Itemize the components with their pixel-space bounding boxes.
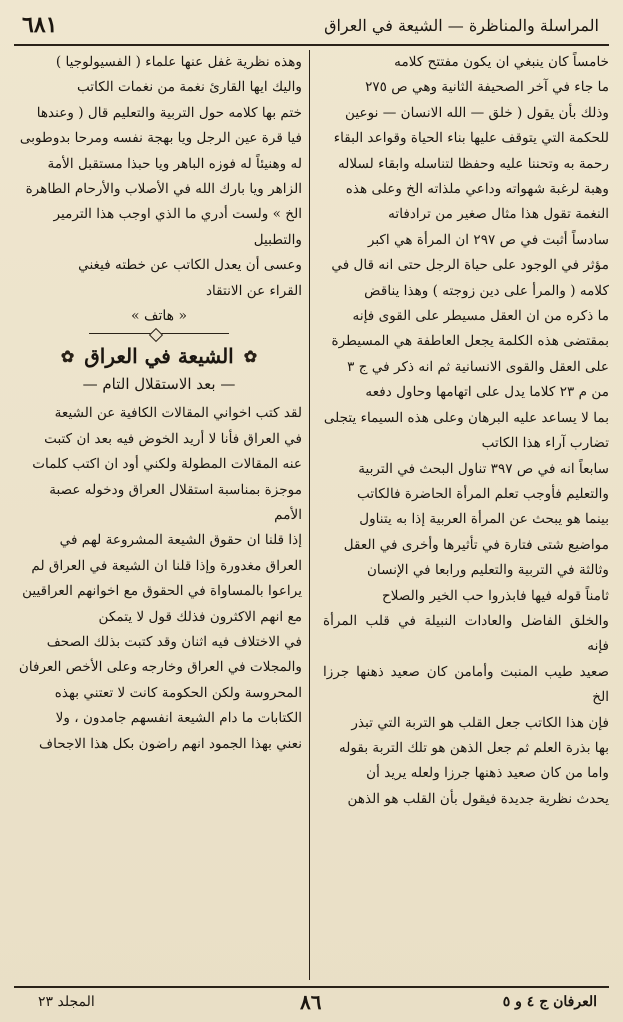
- text-line: كلامه ( والمرأ على دين زوجته ) وهذا يناقض: [364, 282, 609, 299]
- article-title: الشيعة في العراق: [84, 344, 234, 369]
- text-line: بما لا يساعد عليه البرهان وعلى هذه السيماء يتجلى: [323, 409, 609, 426]
- section-divider: [89, 333, 229, 334]
- page-header: [14, 8, 609, 46]
- text-line: خامساً كان ينبغي ان يكون مفتتح كلامه: [394, 54, 609, 70]
- text-line: القراء عن الانتقاد: [205, 282, 302, 299]
- text-line: صعيد طيب المنبت وأمامن كان صعيد ذهنها جرزا الخ: [323, 663, 609, 706]
- footer-issue: العرفان ج ٤ و ٥: [502, 994, 597, 1010]
- text-line: وثالثة في التربية والتعليم ورابعا في الإنسان: [366, 562, 609, 579]
- page-number: ٦٨١: [22, 12, 58, 38]
- text-line: مؤثر في الوجود على حياة الرجل حتى انه قال في: [331, 257, 609, 274]
- text-line: لقد كتب اخواني المقالات الكافية عن الشيعة: [54, 405, 302, 422]
- text-line: الزاهر ويا بارك الله في الأصلاب والأرحام الطاهرة: [25, 181, 302, 198]
- text-line: على العقل والقوى الانسانية ثم انه ذكر في ج ٣: [347, 358, 609, 375]
- text-line: المحروسة ولكن الحكومة كانت لا تعتني بهذه: [54, 684, 302, 701]
- text-line: وهذه نظرية غفل عنها علماء ( الفسيولوجيا ): [55, 54, 302, 70]
- text-line: يراعوا بالمساواة في الحقوق مع اخوانهم العراقيين: [22, 583, 302, 600]
- text-line: إذا قلنا ان حقوق الشيعة المشروعة لهم في: [59, 532, 302, 549]
- text-line: يحدث نظرية جديدة فيقول بأن القلب هو الذهن: [347, 790, 609, 807]
- text-line: مع انهم الاكثرون فذلك قول لا يتمكن: [98, 608, 302, 625]
- signature: « هاتف »: [130, 308, 188, 325]
- text-line: في العراق فأنا لا أريد الخوض فيه بعد ان كتبت: [44, 430, 302, 447]
- text-line: مواضيع شتى فتارة في تأثيرها وأخرى في العقل: [343, 536, 609, 553]
- text-line: له وهنيئاً له فوزه الباهر ويا حبذا مستقبل الأمة: [47, 155, 302, 172]
- text-line: موجزة بمناسبة استقلال العراق ودخوله عصبة: [49, 481, 302, 498]
- running-title: المراسلة والمناظرة — الشيعة في العراق: [324, 16, 599, 35]
- text-line: الأمم: [274, 506, 302, 523]
- text-line: فإن هذا الكاتب جعل القلب هو التربة التي تبذر: [351, 714, 609, 731]
- text-line: سابعاً انه في ص ٣٩٧ تناول البحث في التربية: [358, 460, 609, 477]
- text-line: والتطبيل: [253, 231, 302, 248]
- text-line: ثامناً قوله فيها فابذروا حب الخير والصلاح: [381, 587, 609, 604]
- text-line: تضارب آراء هذا الكاتب: [481, 435, 609, 452]
- text-line: وهبة لرغبة شهواته وداعي ملذاته الخ وعلى هذه: [345, 181, 609, 198]
- text-line: بمقتضى هذه الكلمة يجعل العاطفة هي المسيطرة: [331, 333, 609, 350]
- text-line: سادساً أثبت في ص ٢٩٧ ان المرأة هي اكبر: [367, 231, 609, 248]
- article-subtitle: — بعد الاستقلال التام —: [82, 374, 236, 393]
- text-line: واليك ايها القارئ نغمة من نغمات الكاتب: [76, 79, 302, 96]
- text-line: نعني بهذا الجمود انهم راضون بكل هذا الاجحاف: [39, 735, 302, 752]
- footer-page-number: ٨٦: [300, 990, 322, 1014]
- text-line: للحكمة التي يتوقف عليها بناء الحياة وقواعد البقاء: [333, 130, 609, 147]
- text-line: ما جاء في آخر الصحيفة الثانية وهي ص ٢٧٥: [365, 79, 609, 96]
- text-line: ختم بها كلامه حول التربية والتعليم قال ( وعندها: [36, 104, 302, 121]
- text-line: والخلق الفاضل والعادات النبيلة في قلب المرأة فإنه: [323, 612, 609, 655]
- text-line: والمجلات في العراق وخارجه وعلى الأخص العرفان: [18, 659, 302, 676]
- text-line: رحمة به وتحننا عليه وحفظا لتناسله وابقاء لسلاله: [337, 155, 609, 172]
- text-line: من م ٢٣ كلاما يدل على اتهامها وحاول دفعه: [365, 384, 609, 401]
- text-line: الكتابات ما دام الشيعة انفسهم جامدون ، ولا: [55, 710, 302, 727]
- text-line: النغمة تقول هذا مثال صغير من ترادفاته: [388, 206, 609, 223]
- text-line: العراق مغدورة وإذا قلنا ان الشيعة في العراق لم: [31, 557, 302, 574]
- text-line: فيا قرة عين الرجل ويا بهجة نفسه ومرحا بدوطوبى: [19, 130, 302, 147]
- flower-ornament-icon: ✿: [60, 347, 75, 367]
- column-divider: [309, 50, 310, 980]
- page-footer: [14, 986, 609, 1016]
- article-title-block: [16, 344, 302, 369]
- text-line: عنه المقالات المطولة ولكني أود ان اكتب كلمات: [32, 456, 302, 473]
- text-line: ما ذكره من ان العقل مسيطر على القوى فإنه: [352, 308, 609, 325]
- text-line: واما من كان صعيد ذهنها جرزا ولعله يريد أن: [366, 765, 609, 782]
- text-line: والتعليم فأوجب تعلم المرأة الحاضرة فالكاتب: [357, 485, 609, 502]
- text-line: بينما هو يبحث عن المرأة العربية إذا به يتناول: [359, 511, 609, 528]
- text-line: وذلك بأن يقول ( خلق — الله الانسان — نوعين: [345, 104, 609, 121]
- footer-volume: المجلد ٢٣: [38, 994, 95, 1010]
- text-line: في الاختلاف فيه اثنان وقد كتبت بذلك الصحف: [46, 633, 302, 650]
- left-column: [16, 50, 302, 757]
- text-line: الخ » ولست أدري ما الذي اوجب هذا الترمير: [53, 206, 302, 223]
- flower-ornament-icon: ✿: [243, 347, 258, 367]
- text-line: وعسى أن يعدل الكاتب عن خطته فيغني: [78, 257, 302, 274]
- text-line: بها بذرة العلم ثم جعل الذهن هو تلك التربة بقوله: [338, 739, 609, 756]
- right-column: [323, 50, 609, 812]
